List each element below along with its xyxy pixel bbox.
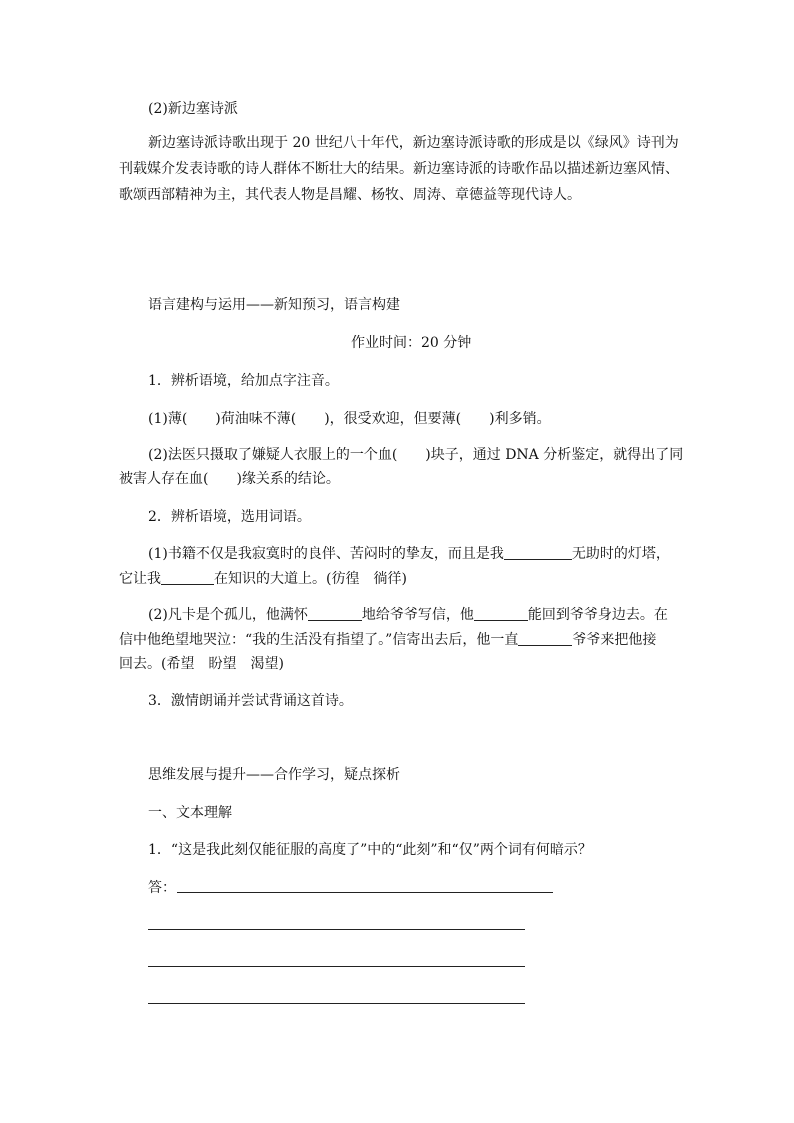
question-2-item-1 — [148, 544, 670, 564]
section-heading-new-frontier-poetry: (2)新边塞诗派 — [148, 101, 238, 117]
paragraph-line: 新边塞诗派诗歌出现于 20 世纪八十年代，新边塞诗派诗歌的形成是以《绿风》诗刊为 — [148, 135, 679, 151]
question-2-item-2 — [148, 605, 668, 625]
answer-label: 答： — [148, 880, 176, 896]
question-text: 无助时的灯塔， — [571, 546, 670, 562]
section-title-thinking: 思维发展与提升——合作学习，疑点探析 — [148, 767, 400, 783]
question-2-item-2-cont: 回去。(希望 盼望 渴望) — [119, 656, 284, 672]
question-2-item-2-cont — [119, 630, 656, 650]
fill-blank[interactable] — [308, 606, 362, 621]
question-text: 它让我 — [119, 571, 161, 587]
fill-blank[interactable] — [518, 631, 572, 646]
fill-blank[interactable] — [504, 545, 572, 560]
thinking-question-1: 1．“这是我此刻仅能征服的高度了”中的“此刻”和“仅”两个词有何暗示？ — [148, 842, 592, 858]
answer-line[interactable] — [177, 892, 553, 893]
subsection-heading-text-comprehension: 一、文本理解 — [148, 805, 232, 821]
question-text: 能回到爷爷身边去。在 — [527, 607, 668, 623]
question-1-item-2: (2)法医只摄取了嫌疑人衣服上的一个血( )块子，通过 DNA 分析鉴定，就得出了同 — [148, 447, 684, 463]
fill-blank[interactable] — [161, 570, 214, 585]
question-text: 爷爷来把他接 — [572, 632, 657, 648]
question-1-prompt: 1．辨析语境，给加点字注音。 — [148, 373, 339, 389]
fill-blank[interactable] — [474, 606, 528, 621]
question-text: 地给爷爷写信，他 — [361, 607, 474, 623]
question-text: (1)书籍不仅是我寂寞时的良伴、苦闷时的挚友，而且是我 — [148, 546, 504, 562]
answer-line[interactable] — [148, 966, 525, 967]
question-1-item-1: (1)薄( )荷油味不薄( )，很受欢迎，但要薄( )利多销。 — [148, 411, 551, 427]
question-text: 信中他绝望地哭泣：“我的生活没有指望了。”信寄出去后，他一直 — [119, 632, 519, 648]
question-1-item-2-cont: 被害人存在血( )缘关系的结论。 — [119, 471, 340, 487]
paragraph-line: 刊载媒介发表诗歌的诗人群体不断壮大的结果。新边塞诗派的诗歌作品以描述新边塞风情、 — [119, 161, 679, 177]
question-text: (2)凡卡是个孤儿，他满怀 — [148, 607, 308, 623]
question-3-prompt: 3．激情朗诵并尝试背诵这首诗。 — [148, 693, 353, 709]
homework-time-note: 作业时间：20 分钟 — [351, 335, 472, 351]
section-title-language: 语言建构与运用——新知预习，语言构建 — [148, 297, 400, 313]
answer-line[interactable] — [148, 1003, 525, 1004]
question-text: 在知识的大道上。(彷徨 徜徉) — [214, 571, 407, 587]
answer-line[interactable] — [148, 929, 525, 930]
question-2-prompt: 2．辨析语境，选用词语。 — [148, 509, 311, 525]
paragraph-line: 歌颂西部精神为主，其代表人物是昌耀、杨牧、周涛、章德益等现代诗人。 — [119, 187, 581, 203]
question-2-item-1-cont — [119, 569, 407, 589]
